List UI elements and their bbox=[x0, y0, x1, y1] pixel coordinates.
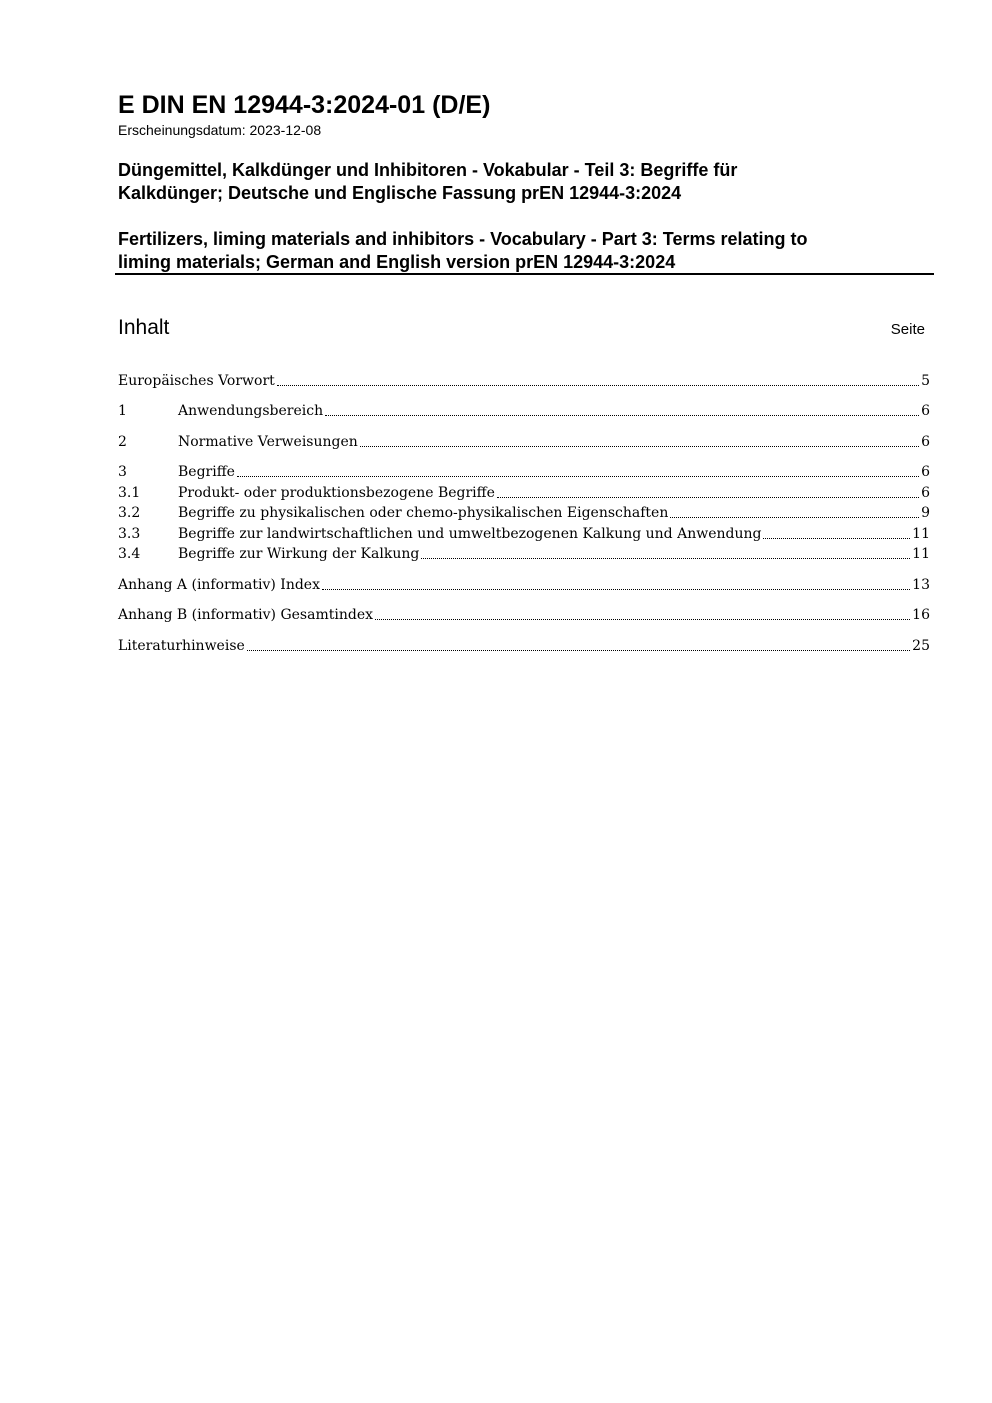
toc-entry-terms-3-4[interactable] bbox=[118, 544, 930, 564]
toc-entry-title: Europäisches Vorwort bbox=[118, 373, 275, 389]
document-id: E DIN EN 12944-3:2024-01 (D/E) bbox=[118, 91, 491, 119]
toc-entry-terms[interactable] bbox=[118, 462, 930, 482]
toc-entry-page: 25 bbox=[912, 638, 930, 654]
toc-entry-page: 9 bbox=[921, 505, 930, 521]
toc-leader-dots bbox=[360, 446, 919, 447]
toc-entry-page: 11 bbox=[912, 526, 930, 542]
toc-leader-dots bbox=[421, 558, 910, 559]
title-german-line-1: Düngemittel, Kalkdünger und Inhibitoren - Vokabular - Teil 3: Begriffe für bbox=[118, 160, 738, 180]
toc-entry-page: 6 bbox=[921, 464, 930, 480]
toc-leader-dots bbox=[277, 385, 919, 386]
toc-leader-dots bbox=[375, 619, 910, 620]
toc-entry-annex-b[interactable] bbox=[118, 605, 930, 625]
toc-leader-dots bbox=[670, 517, 919, 518]
toc-entry-annex-a[interactable] bbox=[118, 575, 930, 595]
toc-entry-scope[interactable] bbox=[118, 401, 930, 421]
toc-entry-title: Begriffe bbox=[178, 464, 235, 480]
toc-entry-title: Anhang A (informativ) Index bbox=[118, 577, 320, 593]
toc-entry-number: 3.3 bbox=[118, 526, 141, 542]
toc-entry-page: 13 bbox=[912, 577, 930, 593]
toc-entry-normative-references[interactable] bbox=[118, 432, 930, 452]
toc-entry-title: Begriffe zur Wirkung der Kalkung bbox=[178, 546, 420, 562]
toc-leader-dots bbox=[497, 497, 919, 498]
publication-date: Erscheinungsdatum: 2023-12-08 bbox=[118, 122, 322, 138]
header-divider bbox=[115, 273, 934, 275]
toc-entry-number: 3.1 bbox=[118, 485, 141, 501]
title-english-line-2: liming materials; German and English version prEN 12944-3:2024 bbox=[118, 252, 676, 272]
toc-entry-page: 6 bbox=[921, 434, 930, 450]
toc-leader-dots bbox=[325, 415, 919, 416]
toc-entry-title: Anwendungsbereich bbox=[178, 403, 324, 419]
toc-entry-page: 5 bbox=[921, 373, 930, 389]
title-english bbox=[118, 228, 908, 274]
toc-entry-number: 3.2 bbox=[118, 505, 141, 521]
toc-leader-dots bbox=[763, 538, 910, 539]
title-english-line-1: Fertilizers, liming materials and inhibitors - Vocabulary - Part 3: Terms relating to bbox=[118, 229, 808, 249]
title-german-line-2: Kalkdünger; Deutsche und Englische Fassung prEN 12944-3:2024 bbox=[118, 183, 682, 203]
toc-entry-page: 11 bbox=[912, 546, 930, 562]
toc-entry-title: Anhang B (informativ) Gesamtindex bbox=[118, 607, 374, 623]
toc-leader-dots bbox=[322, 589, 910, 590]
toc-entry-terms-3-3[interactable] bbox=[118, 524, 930, 544]
toc-entry-number: 3 bbox=[118, 464, 127, 480]
toc-entry-title: Literaturhinweise bbox=[118, 638, 245, 654]
toc-leader-dots bbox=[237, 476, 919, 477]
toc-entry-page: 6 bbox=[921, 403, 930, 419]
toc-entry-title: Begriffe zu physikalischen oder chemo-physikalischen Eigenschaften bbox=[178, 505, 669, 521]
toc-entry-number: 1 bbox=[118, 403, 127, 419]
toc-entry-title: Produkt- oder produktionsbezogene Begriffe bbox=[178, 485, 495, 501]
toc-entry-title: Begriffe zur landwirtschaftlichen und umweltbezogenen Kalkung und Anwendung bbox=[178, 526, 762, 542]
toc-entry-terms-3-2[interactable] bbox=[118, 503, 930, 523]
toc-entry-bibliography[interactable] bbox=[118, 636, 930, 656]
toc-heading: Inhalt bbox=[118, 316, 170, 339]
title-german bbox=[118, 159, 908, 205]
toc-leader-dots bbox=[247, 650, 910, 651]
toc-page-column-label: Seite bbox=[890, 321, 925, 338]
toc-entry-page: 6 bbox=[921, 485, 930, 501]
toc-entry-terms-3-1[interactable] bbox=[118, 483, 930, 503]
toc-entry-title: Normative Verweisungen bbox=[178, 434, 358, 450]
toc-entry-european-foreword[interactable] bbox=[118, 371, 930, 391]
toc-entry-number: 2 bbox=[118, 434, 127, 450]
toc-entry-page: 16 bbox=[912, 607, 930, 623]
toc-entry-number: 3.4 bbox=[118, 546, 141, 562]
